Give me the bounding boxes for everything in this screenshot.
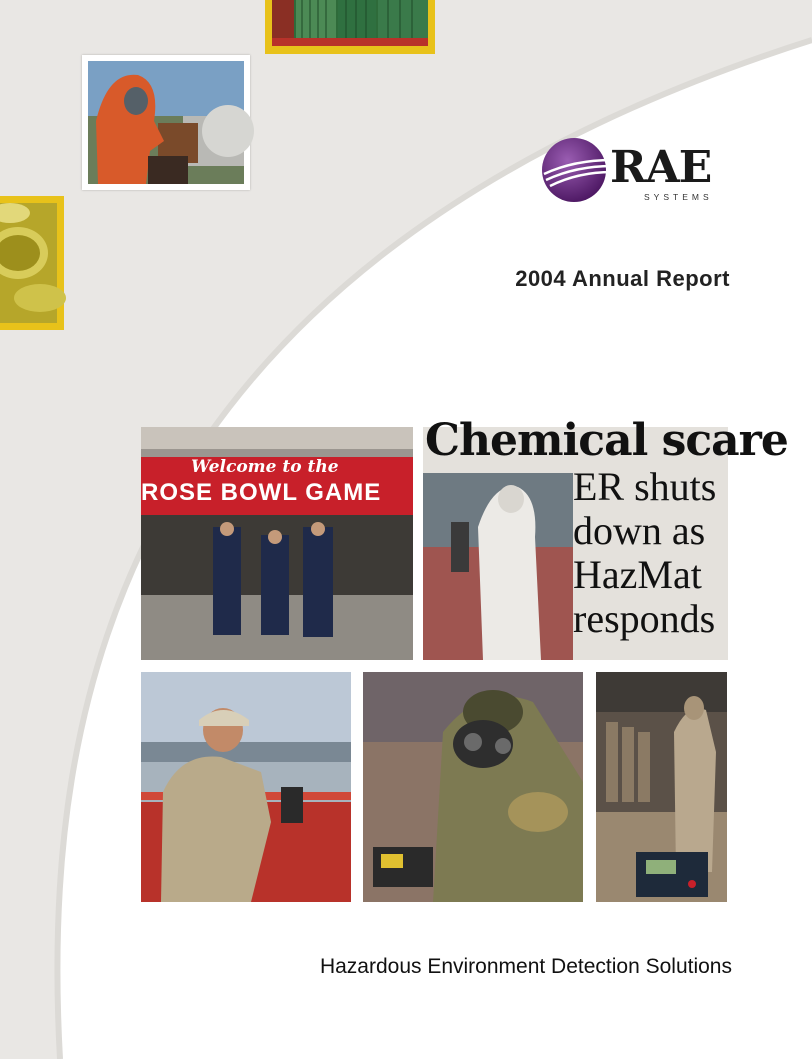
ship-worker-photo <box>141 672 351 902</box>
newspaper-line-2: down as <box>573 508 706 553</box>
report-title: 2004 Annual Report <box>515 266 730 291</box>
banner-rose-bowl-text: ROSE BOWL GAME <box>141 479 382 506</box>
newspaper-subheadline <box>573 465 733 641</box>
newspaper-line-3: HazMat <box>573 552 702 597</box>
logo-subtext: SYSTEMS <box>644 192 713 202</box>
lab-dishes-photo <box>0 203 57 323</box>
hazmat-suit-photo <box>88 61 244 184</box>
newspaper-headline: Chemical scare <box>425 415 788 466</box>
newspaper-line-4: responds <box>573 596 716 641</box>
containers-photo <box>272 0 428 46</box>
soldier-gas-mask-photo <box>363 672 583 902</box>
tagline: Hazardous Environment Detection Solutions <box>319 955 732 978</box>
logo-globe-icon <box>540 134 612 206</box>
newspaper-line-1: ER shuts <box>573 464 717 509</box>
banner-welcome-text: Welcome to the <box>191 457 339 477</box>
newspaper-photo <box>423 415 788 660</box>
logo-wordmark: RAE <box>610 142 712 193</box>
terracotta-warriors-photo <box>596 672 727 902</box>
rae-systems-logo <box>540 134 730 206</box>
rose-bowl-photo <box>141 427 413 660</box>
